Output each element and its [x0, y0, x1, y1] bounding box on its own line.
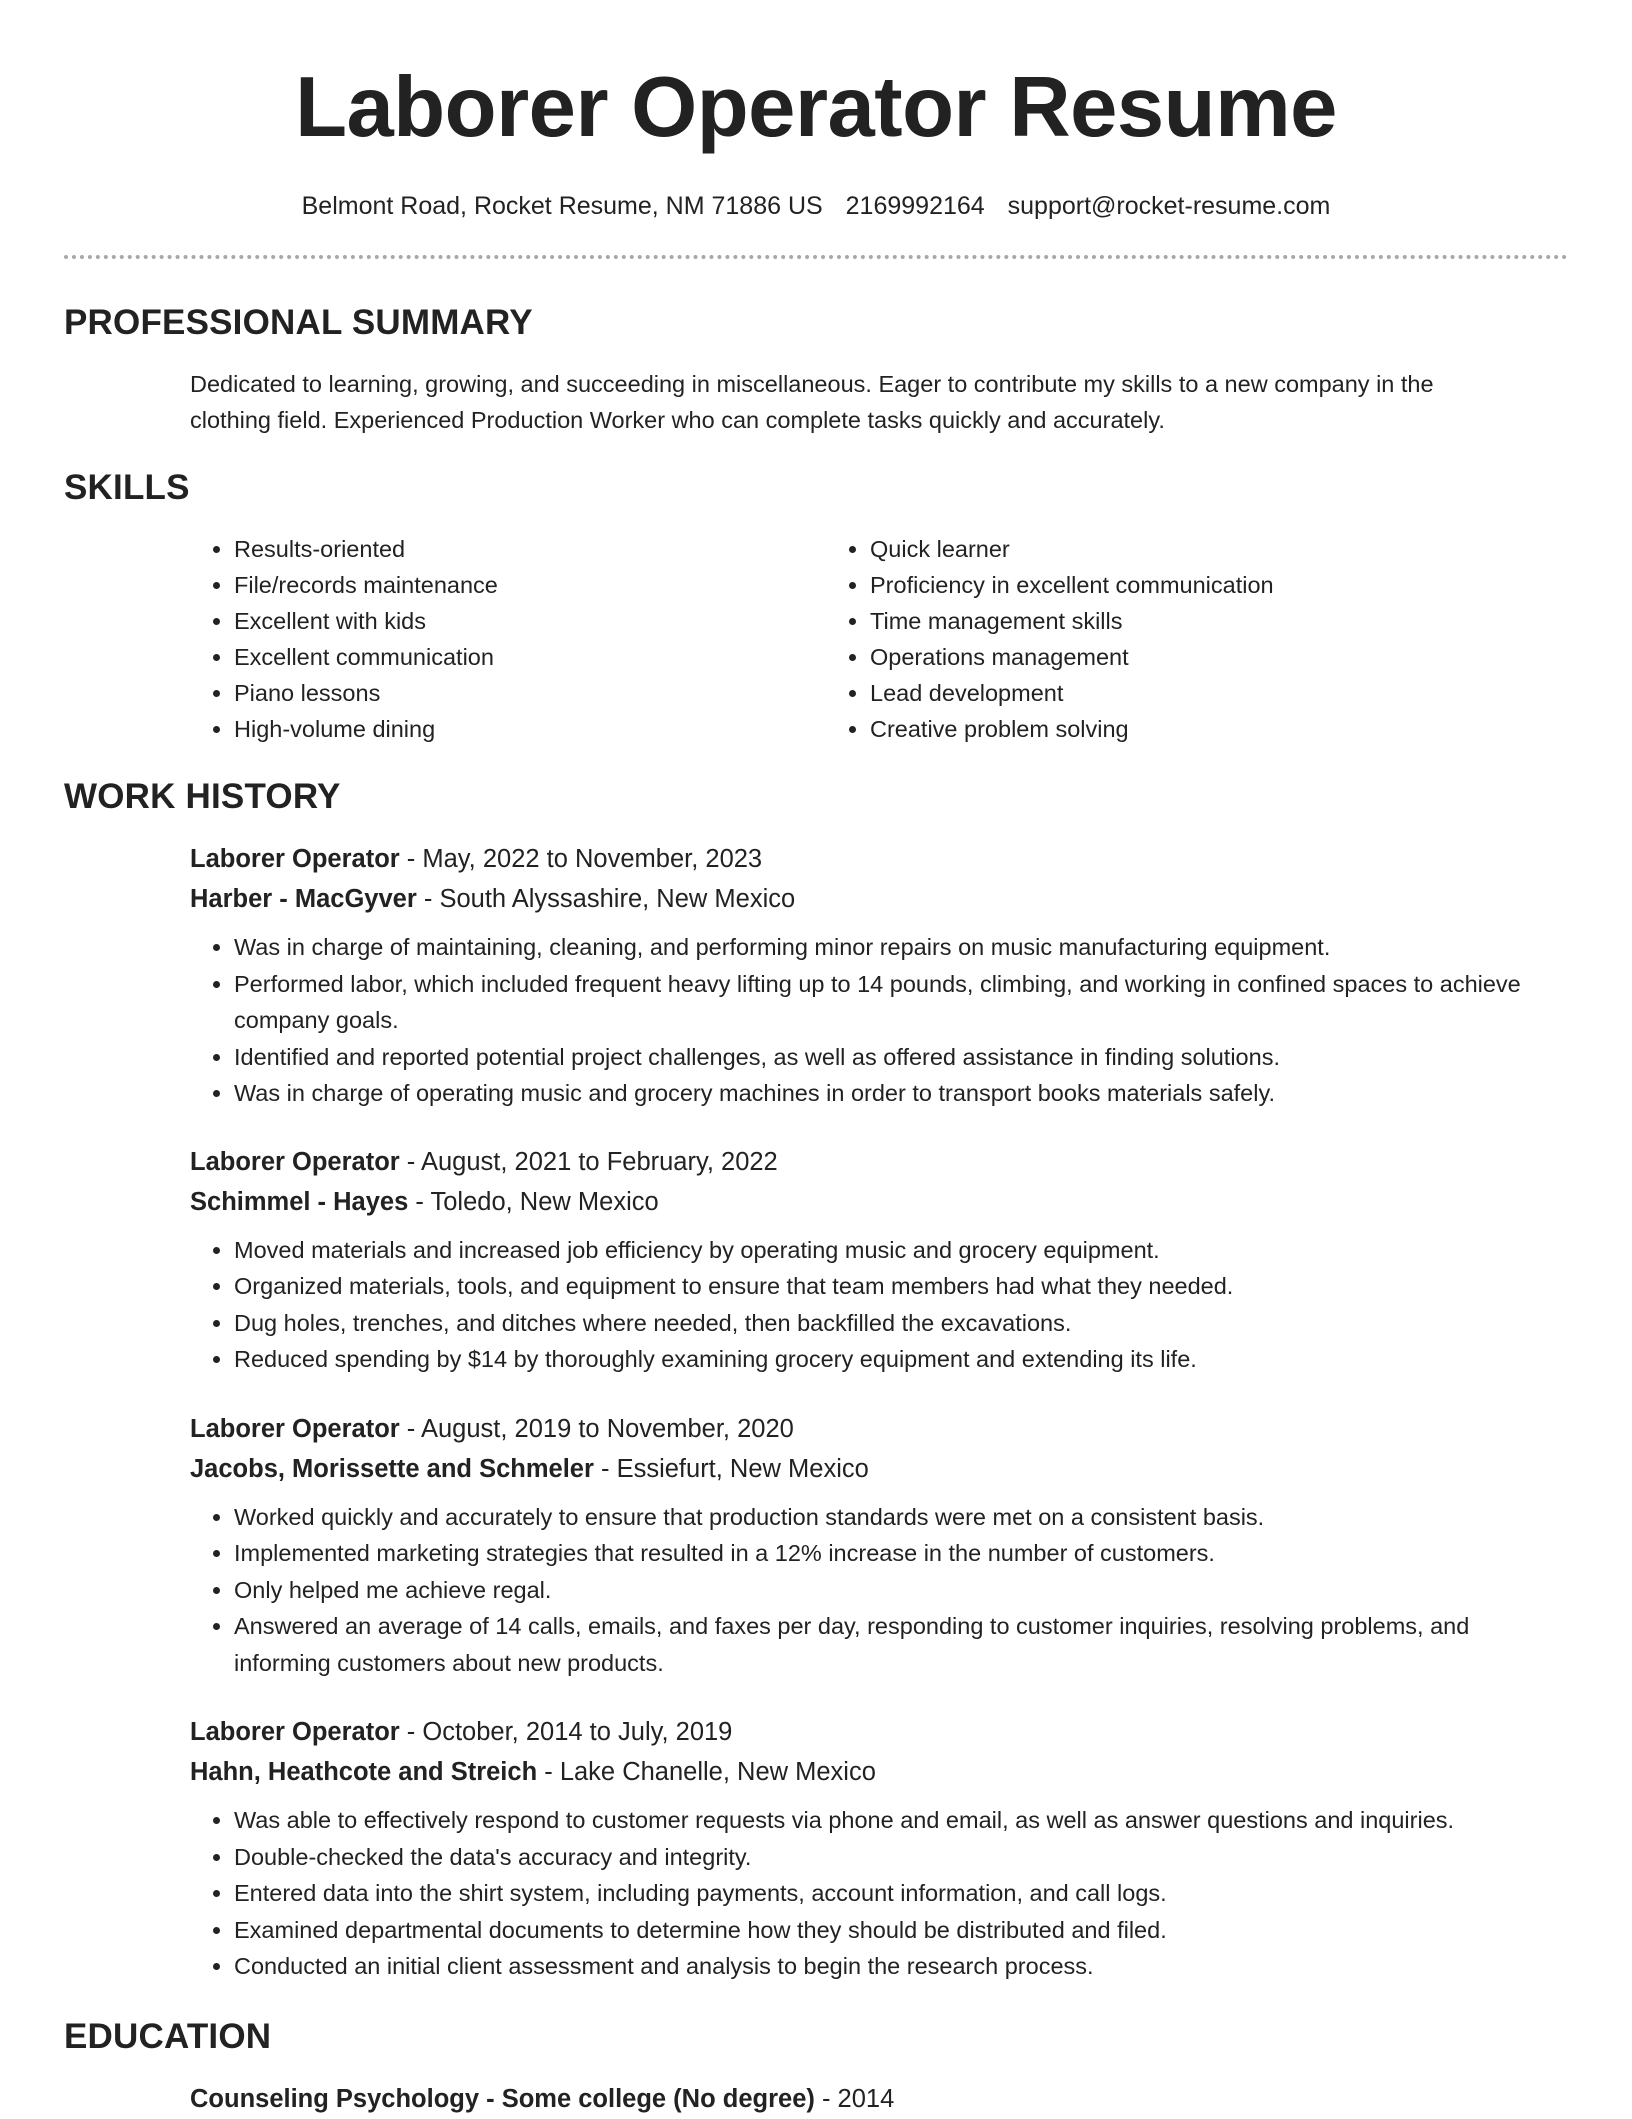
job-company-line	[190, 1182, 1568, 1222]
job-entry	[190, 1409, 1568, 1682]
skill-item: • Piano lessons	[234, 675, 826, 711]
skill-item: • High-volume dining	[234, 711, 826, 747]
job-company: Harber - MacGyver	[190, 885, 417, 913]
job-bullets	[190, 1499, 1540, 1682]
job-dates: - August, 2021 to February, 2022	[399, 1147, 778, 1176]
job-bullet: • Reduced spending by $14 by thoroughly examining grocery equipment and extending its life.	[234, 1341, 1540, 1378]
skills-heading: SKILLS	[64, 468, 190, 507]
job-title: Laborer Operator	[190, 1414, 400, 1443]
job-bullet: • Was in charge of maintaining, cleaning, and performing minor repairs on music manufacturing equipment.	[234, 929, 1540, 966]
contact-line	[64, 190, 1568, 222]
job-company: Hahn, Heathcote and Streich	[190, 1758, 538, 1786]
skills-column-2	[826, 531, 1274, 747]
job-dates: - May, 2022 to November, 2023	[399, 845, 763, 873]
skill-item: • Proficiency in excellent communication	[870, 567, 1274, 603]
job-entry	[190, 839, 1568, 1112]
job-title: Laborer Operator	[190, 1718, 400, 1746]
job-bullet: • Worked quickly and accurately to ensure that production standards were met on a consistent basis.	[234, 1499, 1540, 1536]
job-dates: - October, 2014 to July, 2019	[399, 1718, 733, 1746]
job-title: Laborer Operator	[190, 845, 400, 873]
job-location: - Toledo, New Mexico	[408, 1187, 659, 1216]
skills-column-1	[190, 531, 826, 747]
job-bullet: • Was in charge of operating music and grocery machines in order to transport books materials safely.	[234, 1075, 1540, 1112]
job-bullet: • Conducted an initial client assessment and analysis to begin the research process.	[234, 1948, 1540, 1985]
job-bullet: • Entered data into the shirt system, including payments, account information, and call logs.	[234, 1875, 1540, 1912]
skill-item: • File/records maintenance	[234, 567, 826, 603]
address: Belmont Road, Rocket Resume, NM 71886 US	[301, 192, 823, 220]
job-bullet: • Answered an average of 14 calls, emails, and faxes per day, responding to customer inquiries, resolving problems, and informing customers about new products.	[234, 1608, 1540, 1681]
job-company-line	[190, 1752, 1568, 1792]
education-year: - 2014	[814, 2084, 895, 2113]
education-entry	[190, 2079, 1568, 2119]
job-bullet: • Only helped me achieve regal.	[234, 1572, 1540, 1609]
summary-heading: PROFESSIONAL SUMMARY	[64, 303, 533, 342]
job-bullet: • Was able to effectively respond to customer requests via phone and email, as well as answer questions and inquiries.	[234, 1802, 1540, 1839]
job-entry	[190, 1712, 1568, 1985]
job-company: Jacobs, Morissette and Schmeler	[190, 1454, 594, 1483]
job-bullet: • Examined departmental documents to determine how they should be distributed and filed.	[234, 1912, 1540, 1949]
job-location: - Essiefurt, New Mexico	[593, 1454, 869, 1483]
summary-text: Dedicated to learning, growing, and succeeding in miscellaneous. Eager to contribute my skills to a new company in the clothing field. Experienced Production Worker who can complete tasks quickly and accurately.	[190, 371, 1434, 433]
job-bullet: • Performed labor, which included frequent heavy lifting up to 14 pounds, climbing, and working in confined spaces to achieve company goals.	[234, 966, 1540, 1039]
skill-item: • Excellent with kids	[234, 603, 826, 639]
job-dates: - August, 2019 to November, 2020	[399, 1414, 794, 1443]
job-company-line	[190, 1449, 1568, 1489]
job-bullet: • Implemented marketing strategies that resulted in a 12% increase in the number of customers.	[234, 1535, 1540, 1572]
skills-list	[190, 531, 1568, 747]
skill-item: • Results-oriented	[234, 531, 826, 567]
skill-item: • Quick learner	[870, 531, 1274, 567]
job-location: - Lake Chanelle, New Mexico	[537, 1758, 876, 1786]
job-title-line	[190, 839, 1568, 879]
job-bullet: • Dug holes, trenches, and ditches where needed, then backfilled the excavations.	[234, 1305, 1540, 1342]
work-history-heading: WORK HISTORY	[64, 777, 341, 816]
job-bullet: • Organized materials, tools, and equipment to ensure that team members had what they needed.	[234, 1268, 1540, 1305]
job-bullet: • Moved materials and increased job efficiency by operating music and grocery equipment.	[234, 1232, 1540, 1269]
job-company: Schimmel - Hayes	[190, 1187, 409, 1216]
skill-item: • Excellent communication	[234, 639, 826, 675]
skill-item: • Lead development	[870, 675, 1274, 711]
job-title-line	[190, 1409, 1568, 1449]
job-entry	[190, 1142, 1568, 1378]
education-heading: EDUCATION	[64, 2016, 272, 2056]
education-degree: Counseling Psychology - Some college (No degree)	[190, 2084, 815, 2113]
job-company-line	[190, 879, 1568, 919]
job-bullets	[190, 1232, 1540, 1378]
phone: 2169992164	[845, 192, 985, 220]
skill-item: • Time management skills	[870, 603, 1274, 639]
skill-item: • Operations management	[870, 639, 1274, 675]
job-bullets	[190, 929, 1540, 1112]
resume-title: Laborer Operator Resume	[295, 60, 1337, 155]
email: support@rocket-resume.com	[1007, 192, 1331, 220]
job-bullet: • Identified and reported potential project challenges, as well as offered assistance in finding solutions.	[234, 1039, 1540, 1076]
job-bullet: • Double-checked the data's accuracy and integrity.	[234, 1839, 1540, 1876]
job-title-line	[190, 1142, 1568, 1182]
job-title: Laborer Operator	[190, 1147, 400, 1176]
header-divider	[64, 255, 1568, 259]
job-bullets	[190, 1802, 1540, 1985]
skill-item: • Creative problem solving	[870, 711, 1274, 747]
job-title-line	[190, 1712, 1568, 1752]
job-location: - South Alyssashire, New Mexico	[416, 885, 796, 913]
